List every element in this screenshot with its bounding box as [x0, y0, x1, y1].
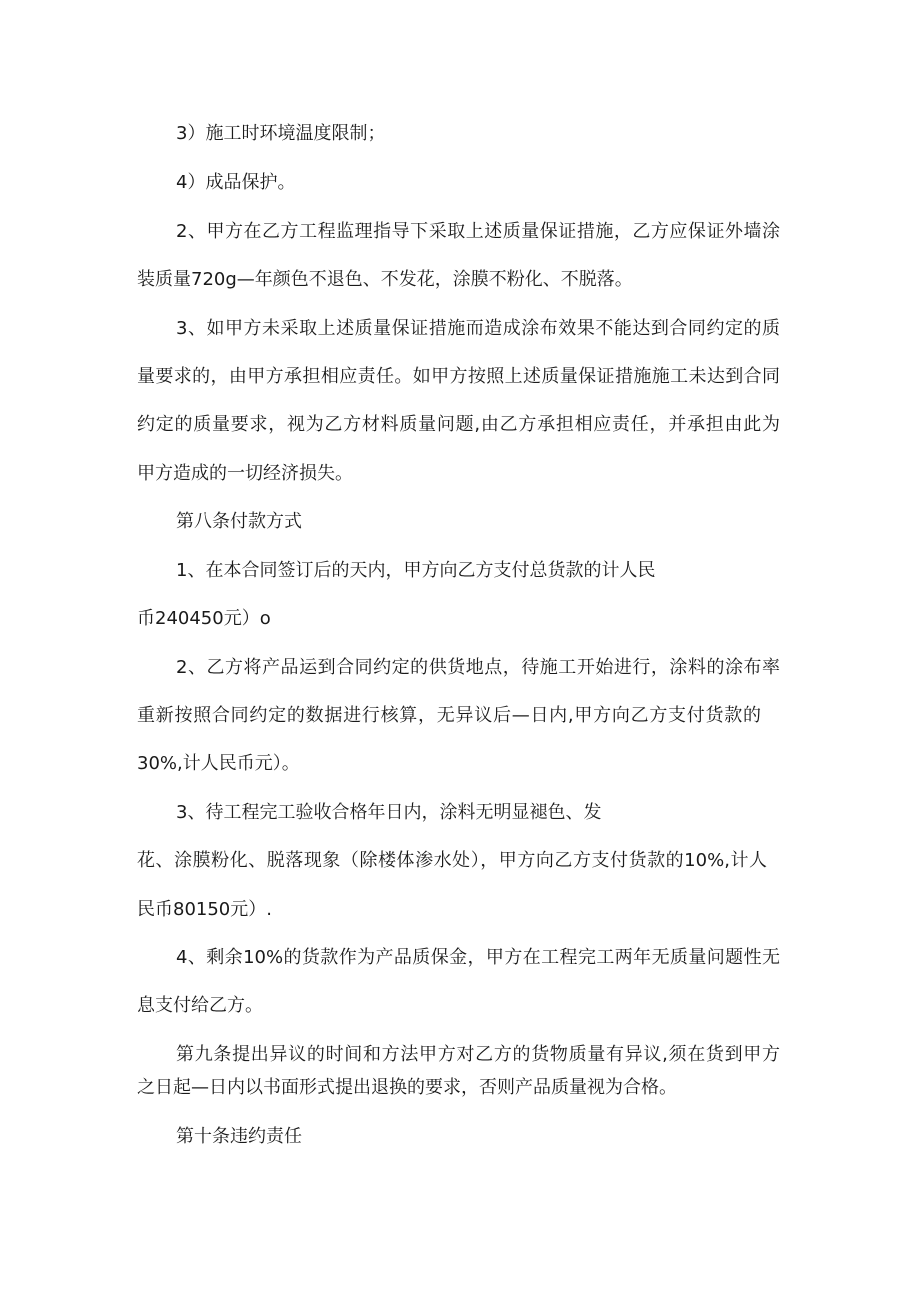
list-item-4: 4）成品保护。 [176, 172, 296, 193]
payment-item-2-line-3: 30%,计人民币元）。 [137, 753, 300, 774]
article-9-line-2: 之日起—日内以书面形式提出退换的要求，否则产品质量视为合格。 [137, 1077, 677, 1098]
paragraph-3-line-1: 3、如甲方未采取上述质量保证措施而造成涂布效果不能达到合同约定的质 [176, 318, 780, 339]
payment-item-4-line-2: 息支付给乙方。 [137, 995, 263, 1016]
payment-item-3-line-1: 3、待工程完工验收合格年日内，涂料无明显褪色、发 [176, 802, 602, 823]
paragraph-3-line-4: 甲方造成的一切经济损失。 [137, 463, 353, 484]
section-heading-article-8: 第八条付款方式 [176, 511, 302, 532]
payment-item-2-line-1: 2、乙方将产品运到合同约定的供货地点，待施工开始进行，涂料的涂布率 [176, 657, 780, 678]
payment-item-1-line-2: 币240450元）o [137, 608, 271, 629]
paragraph-2-line-2: 装质量720g—年颜色不退色、不发花，涂膜不粉化、不脱落。 [137, 269, 633, 290]
paragraph-3-line-2: 量要求的，由甲方承担相应责任。如甲方按照上述质量保证措施施工未达到合同 [137, 366, 780, 387]
paragraph-2-line-1: 2、甲方在乙方工程监理指导下采取上述质量保证措施，乙方应保证外墙涂 [176, 221, 780, 242]
paragraph-3-line-3: 约定的质量要求，视为乙方材料质量问题,由乙方承担相应责任，并承担由此为 [137, 414, 780, 435]
payment-item-4-line-1: 4、剩余10%的货款作为产品质保金，甲方在工程完工两年无质量问题性无 [176, 947, 780, 968]
payment-item-2-line-2: 重新按照合同约定的数据进行核算，无异议后—日内,甲方向乙方支付货款的 [137, 705, 761, 726]
payment-item-3-line-2: 花、涂膜粉化、脱落现象（除楼体渗水处），甲方向乙方支付货款的10%,计人 [137, 850, 767, 871]
payment-item-1-line-1: 1、在本合同签订后的天内，甲方向乙方支付总货款的计人民 [176, 560, 656, 581]
payment-item-3-line-3: 民币80150元）. [137, 899, 272, 920]
section-heading-article-10: 第十条违约责任 [176, 1126, 302, 1147]
list-item-3: 3）施工时环境温度限制； [176, 123, 386, 144]
article-9-line-1: 第九条提出异议的时间和方法甲方对乙方的货物质量有异议,须在货到甲方 [176, 1044, 780, 1065]
